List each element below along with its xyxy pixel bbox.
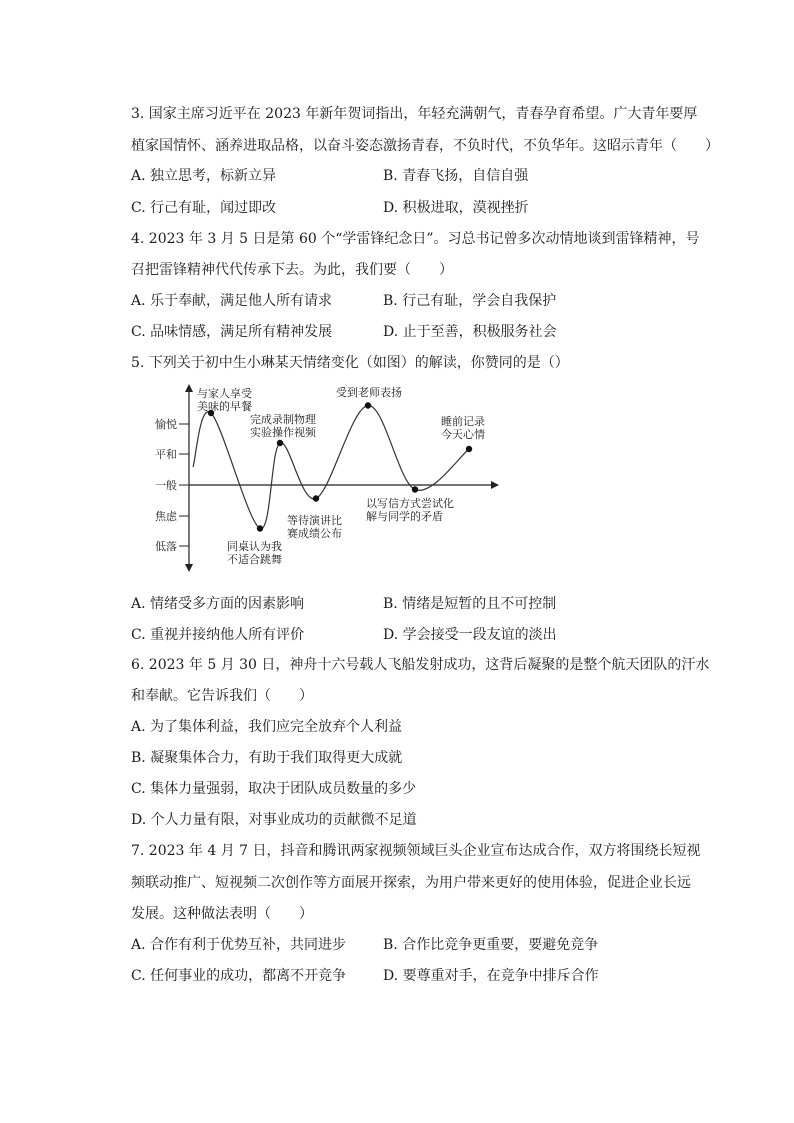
emotion-event-label: 实验操作视频: [250, 426, 316, 439]
question-6-line-1: 6. 2023 年 5 月 30 日，神舟十六号载人飞船发射成功，这背后凝聚的是整个航天团队的汗水: [131, 657, 710, 673]
y-level-label: 一般: [155, 479, 177, 492]
q7-option-a: A. 合作有利于优势互补，共同进步: [131, 937, 347, 953]
emotion-event-label: 不适合跳舞: [227, 553, 282, 566]
q6-option-c: C. 集体力量强弱，取决于团队成员数量的多少: [131, 781, 417, 797]
y-axis-arrow-up: [185, 384, 193, 392]
emotion-event-point: [365, 402, 371, 408]
emotion-event-label: 今天心情: [441, 428, 485, 441]
emotion-event-label: 赛成绩公布: [287, 527, 342, 540]
question-3-line-1: 3. 国家主席习近平在 2023 年新年贺词指出，年轻充满朝气，青春孕育希望。广大青年要厚: [131, 106, 698, 122]
question-7-line-1: 7. 2023 年 4 月 7 日，抖音和腾讯两家视频领域巨头企业宣布达成合作，双方将围绕长短视: [131, 843, 701, 859]
emotion-event-label: 以写信方式尝试化: [366, 497, 454, 510]
emotion-event-point: [277, 440, 283, 446]
q4-option-c: C. 品味情感，满足所有精神发展: [131, 324, 333, 340]
emotion-event-label: 同桌认为我: [227, 540, 282, 553]
q3-option-a: A. 独立思考，标新立异: [131, 168, 277, 184]
q7-option-d: D. 要尊重对手，在竞争中排斥合作: [383, 968, 599, 984]
emotion-event-label: 美味的早餐: [197, 400, 252, 413]
q5-option-c: C. 重视并接纳他人所有评价: [131, 627, 305, 643]
emotion-event-point: [466, 446, 472, 452]
q5-option-d: D. 学会接受一段友谊的淡出: [383, 627, 557, 643]
question-4-line-1: 4. 2023 年 3 月 5 日是第 60 个“学雷锋纪念日”。习总书记曾多次动情地谈到雷锋精神，号: [131, 231, 700, 247]
emotion-event-point: [257, 525, 263, 531]
emotion-change-figure: [135, 380, 515, 580]
question-7-line-2: 频联动推广、短视频二次创作等方面展开探索，为用户带来更好的使用体验，促进企业长远: [131, 875, 691, 891]
q7-option-b: B. 合作比竞争更重要，要避免竞争: [383, 937, 599, 953]
q7-option-c: C. 任何事业的成功，都离不开竞争: [131, 968, 347, 984]
q5-option-a: A. 情绪受多方面的因素影响: [131, 596, 305, 612]
emotion-event-label: 与家人享受: [197, 387, 252, 400]
emotion-event-label: 受到老师表扬: [336, 386, 402, 399]
question-6-line-2: 和奉献。它告诉我们（ ）: [131, 688, 313, 704]
q6-option-d: D. 个人力量有限，对事业成功的贡献微不足道: [131, 812, 417, 828]
q4-option-a: A. 乐于奉献，满足他人所有请求: [131, 293, 333, 309]
y-level-label: 平和: [155, 448, 177, 461]
y-level-label: 愉悦: [155, 418, 177, 431]
q6-option-a: A. 为了集体利益，我们应完全放弃个人利益: [131, 719, 403, 735]
q5-option-b: B. 情绪是短暂的且不可控制: [383, 596, 557, 612]
y-level-label: 低落: [155, 540, 177, 553]
baseline-axis-arrow: [491, 481, 499, 489]
emotion-event-label: 等待演讲比: [287, 514, 342, 527]
question-3-line-2: 植家国情怀、涵养进取品格，以奋斗姿态激扬青春，不负时代，不负华年。这昭示青年（ ）: [131, 138, 719, 154]
q3-option-c: C. 行己有耻，闻过即改: [131, 200, 277, 216]
q3-option-d: D. 积极进取，漠视挫折: [383, 200, 529, 216]
emotion-event-point: [412, 486, 418, 492]
y-axis-arrow-down: [185, 564, 193, 572]
emotion-event-label: 睡前记录: [441, 415, 485, 428]
q4-option-b: B. 行己有耻，学会自我保护: [383, 293, 557, 309]
question-4-line-2: 召把雷锋精神代代传承下去。为此，我们要（ ）: [131, 262, 453, 278]
q3-option-b: B. 青春飞扬，自信自强: [383, 168, 529, 184]
q6-option-b: B. 凝聚集体合力，有助于我们取得更大成就: [131, 750, 403, 766]
q4-option-d: D. 止于至善，积极服务社会: [383, 324, 557, 340]
question-7-line-3: 发展。这种做法表明（ ）: [131, 906, 313, 922]
y-level-label: 焦虑: [155, 510, 177, 523]
emotion-event-label: 解与同学的矛盾: [366, 510, 443, 523]
emotion-event-label: 完成录制物理: [250, 413, 316, 426]
emotion-event-point: [313, 495, 319, 501]
question-5-line-1: 5. 下列关于初中生小琳某天情绪变化（如图）的解读，你赞同的是（）: [131, 355, 569, 371]
